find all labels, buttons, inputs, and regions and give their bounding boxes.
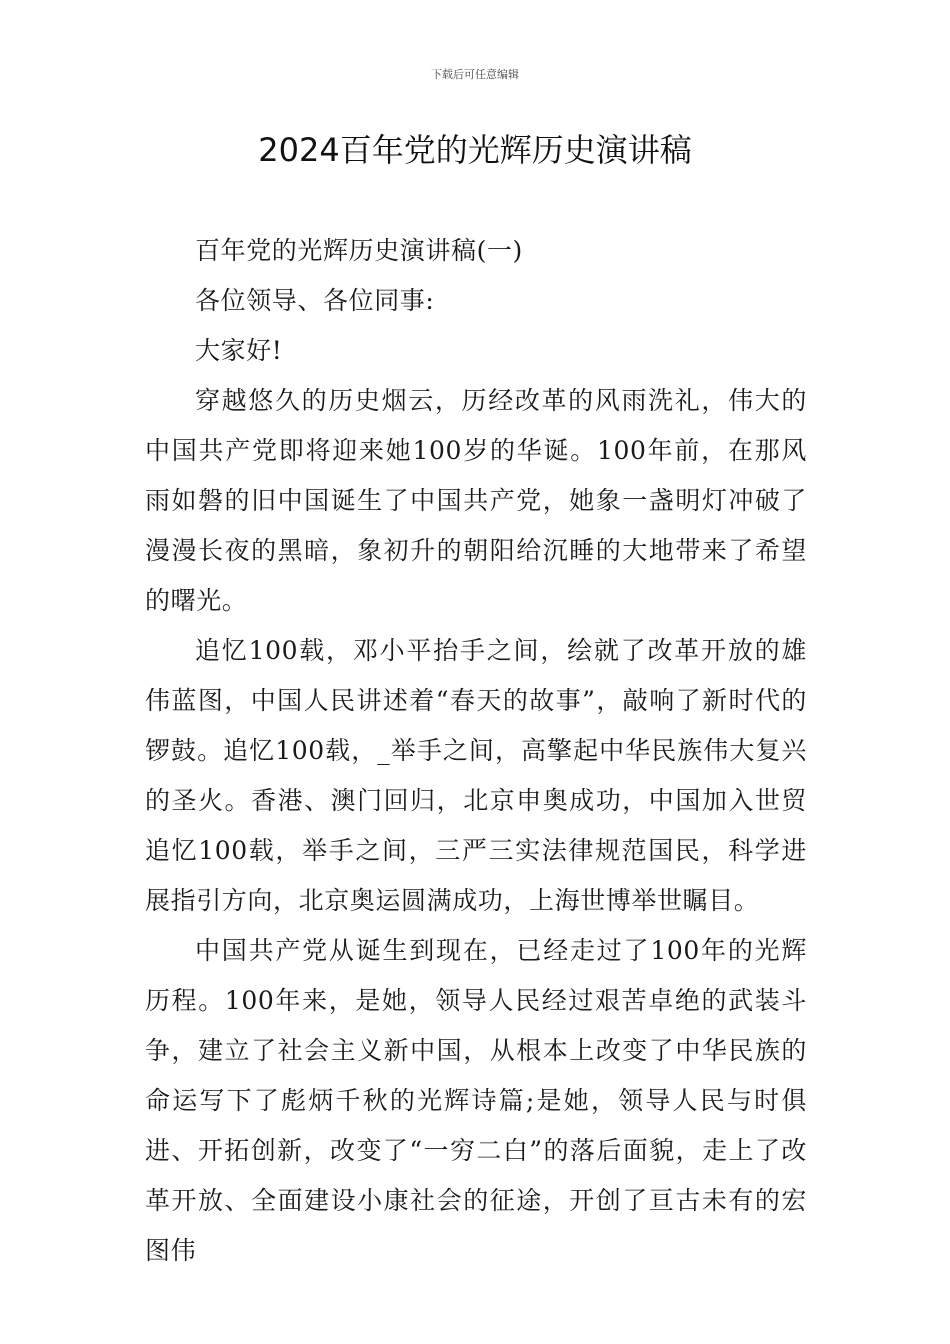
paragraph-body-2: 追忆100载，邓小平抬手之间，绘就了改革开放的雄伟蓝图，中国人民讲述着“春天的故事”，敲响了新时代的锣鼓。追忆100载，_举手之间，高擎起中华民族伟大复兴的圣火。香港、澳门回归，北京申奥成功，中国加入世贸追忆100载，举手之间，三严三实法律规范国民，科学进展指引方向，北京奥运圆满成功，上海世博举世瞩目。 — [145, 636, 807, 915]
paragraph-body-1: 穿越悠久的历史烟云，历经改革的风雨洗礼，伟大的中国共产党即将迎来她100岁的华诞。100年前，在那风雨如磐的旧中国诞生了中国共产党，她象一盏明灯冲破了漫漫长夜的黑暗，象初升的朝阳给沉睡的大地带来了希望的曙光。 — [145, 386, 807, 615]
paragraph-body-3: 中国共产党从诞生到现在，已经走过了100年的光辉历程。100年来，是她，领导人民经过艰苦卓绝的武装斗争，建立了社会主义新中国，从根本上改变了中华民族的命运写下了彪炳千秋的光辉诗篇;是她，领导人民与时俱进、开拓创新，改变了“一穷二白”的落后面貌，走上了改革开放、全面建设小康社会的征途，开创了亘古未有的宏图伟 — [145, 936, 807, 1265]
document-title: 2024百年党的光辉历史演讲稿 — [258, 131, 692, 169]
paragraph-greeting: 大家好! — [195, 336, 283, 365]
paragraph-salutation: 各位领导、各位同事: — [195, 286, 435, 315]
paragraph-subtitle: 百年党的光辉历史演讲稿(一) — [195, 236, 523, 265]
document-body — [145, 226, 807, 1276]
page-header-note: 下载后可任意编辑 — [431, 68, 519, 81]
